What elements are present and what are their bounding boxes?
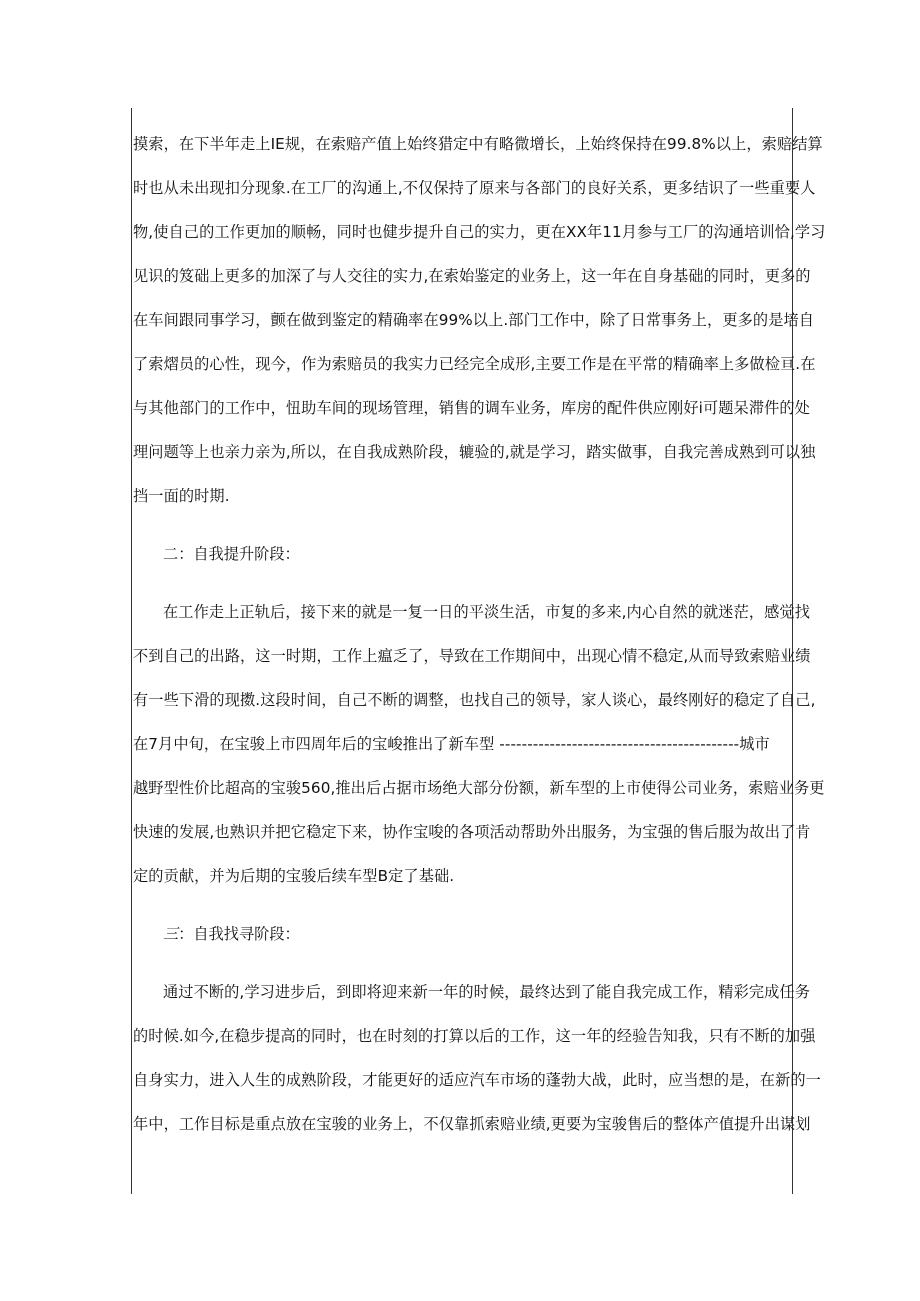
document-body	[133, 122, 826, 1146]
text-line: 的时候.如今,在稳步提高的同时，也在时刻的打算以后的工作，这一年的经验告知我，只有不断的加强	[133, 1027, 816, 1045]
text-line: 了索熠员的心性，现今，作为索赔员的我实力已经完全成形,主要工作是在平常的精确率上多做检亘.在	[133, 355, 816, 373]
text-line: 在7月中旬，在宝骏上市四周年后的宝峻推出了新车型 -------------------------------------------城市	[133, 735, 770, 753]
text-line: 物,使自己的工作更加的顺畅，同时也健步提升自己的实力，更在XX年11月参与工厂的沟通培训恰,学习	[133, 223, 826, 241]
heading-number: 三	[163, 925, 179, 943]
text-line: 通过不断的,学习进步后，到即将迎来新一年的时候，最终达到了能自我完成工作，精彩完成任务	[163, 983, 811, 1001]
paragraph-2	[133, 590, 825, 898]
text-line: 快速的发展,也熟识并把它稳定下来，协作宝唆的各项活动帮助外出服务，为宝强的售后服为故出了肯	[133, 823, 811, 841]
left-border-rule	[131, 108, 132, 1194]
text-line: 时也从未出现扣分现象.在工厂的沟通上,不仅保持了原来与各部门的良好关系，更多结识了一些重要人	[133, 179, 816, 197]
paragraph-1	[133, 122, 826, 518]
text-line: 与其他部门的工作中，忸助车间的现场管理，销售的调车业务，库房的配件供应刚好i可题呆滞件的处	[133, 399, 810, 417]
text-line: 年中，工作目标是重点放在宝骏的业务上，不仅靠抓索赔业绩,更要为宝骏售后的整体产值提升出谋划	[133, 1115, 811, 1133]
text-line: 摸索，在下半年走上IE规，在索赔产值上始终猎定中有略微增长，上始终保持在99.8%以上，索赔结算	[133, 135, 823, 153]
text-line: 越野型性价比超高的宝骏560,推出后占据市场绝大部分份额，新车型的上市使得公司业务，索赔业务更	[133, 779, 825, 797]
heading-text: ：自我找寻阶段：	[178, 925, 300, 943]
text-line: 自身实力，进入人生的成熟阶段，才能更好的适应汽车市场的蓬勃大战，此时，应当想的是，在新的一	[133, 1071, 821, 1089]
text-line: 有一些下滑的现擞.这段时间，自己不断的调整，也找自己的领导，家人谈心，最终刚好的稳定了自己,	[133, 691, 816, 709]
text-line: 在车间跟同事学习，颤在做到鉴定的精确率在99%以上.部门工作中，除了日常事务上，更多的是培自	[133, 311, 815, 329]
text-line: 不到自己的出路，这一时期，工作上瘟乏了，导致在工作期间中，出现心情不稳定,从而导致索赔业绩	[133, 647, 811, 665]
section-heading-3	[133, 912, 795, 956]
section-heading-2: 二：自我提升阶段：	[163, 545, 300, 563]
text-line: 定的贡献，并为后期的宝骏后续车型B定了基础.	[133, 867, 455, 885]
paragraph-3	[133, 970, 821, 1146]
text-line: 见识的笈础上更多的加深了与人交往的实力,在索始鉴定的业务上，这一年在自身基础的同时，更多的	[133, 267, 811, 285]
text-line: 在工作走上正轨后，接下来的就是一复一日的平淡生活，市复的多来,内心自然的就迷茫，感觉找	[163, 603, 811, 621]
text-line: 挡一面的时期.	[133, 487, 230, 505]
text-line: 理问题等上也亲力亲为,所以，在自我成熟阶段，辘验的,就是学习，踏实做事，自我完善成熟到可以独	[133, 443, 816, 461]
